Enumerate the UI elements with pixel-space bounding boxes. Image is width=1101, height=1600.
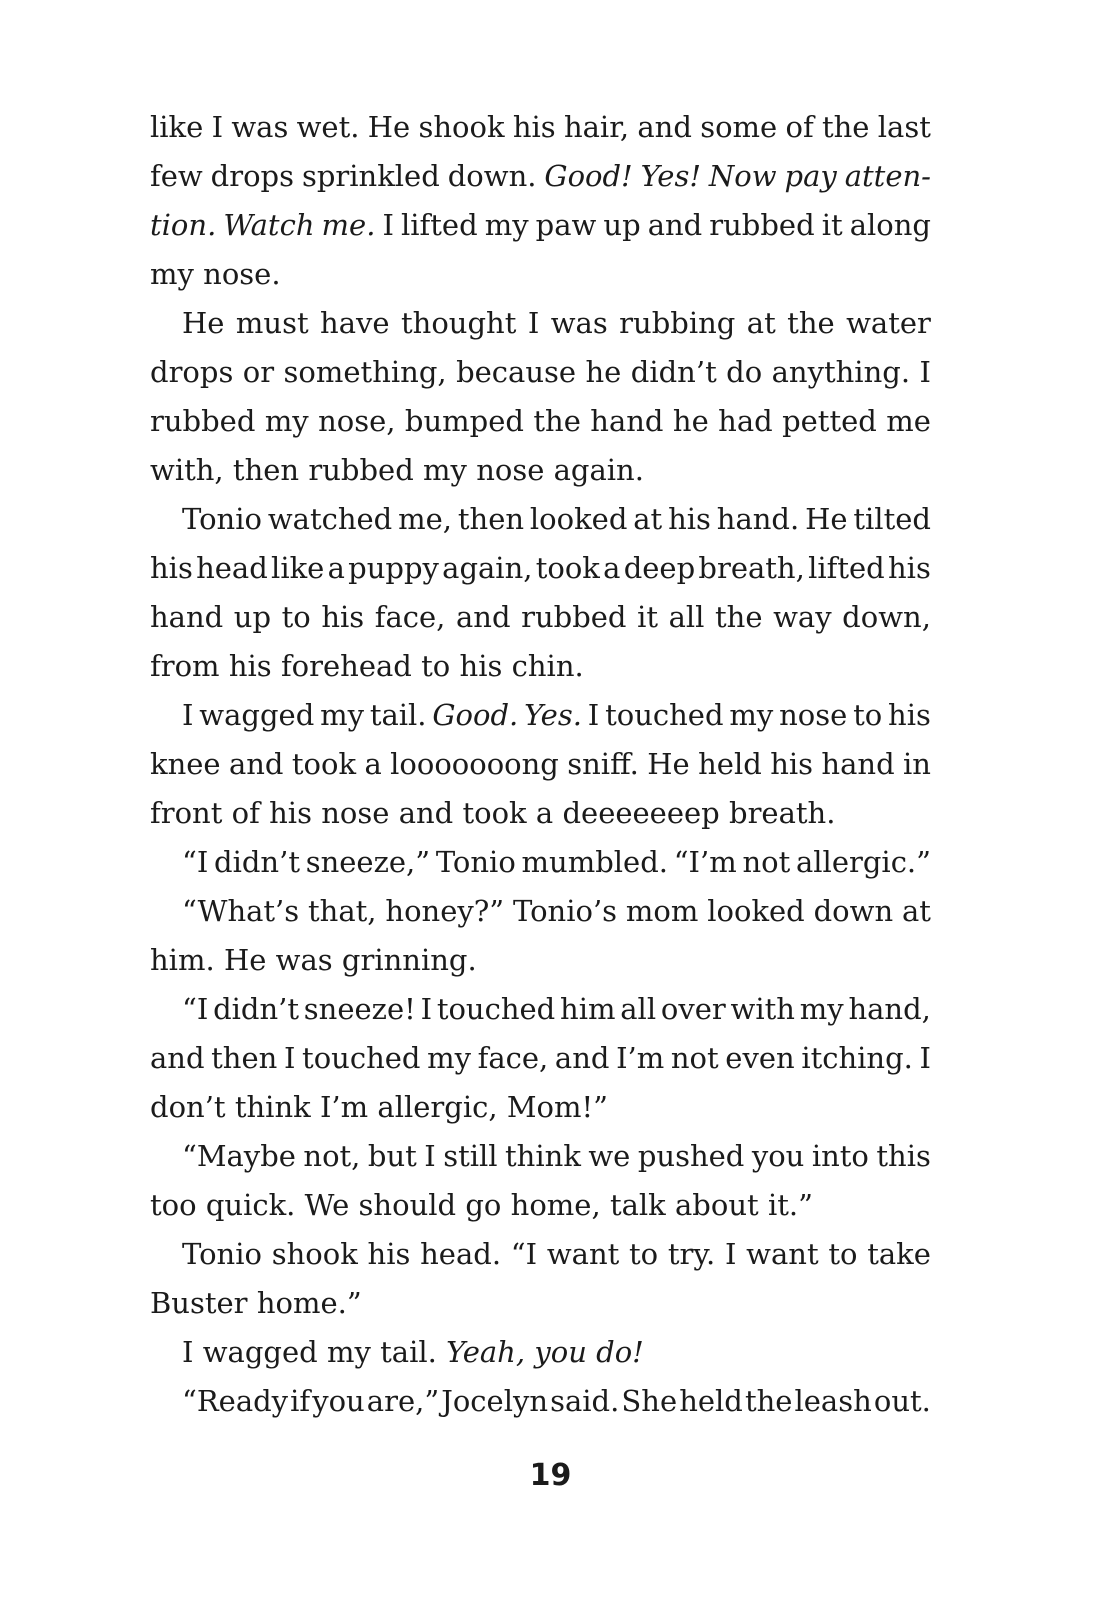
word: a [327,551,345,585]
word: wagged [202,1335,318,1369]
word: his [770,747,814,781]
word: hand [590,404,664,438]
word: his [269,796,312,830]
word: over [660,992,726,1026]
word: rubbed [150,404,256,438]
text-line [150,397,931,446]
word: and [554,1041,610,1075]
word: was [231,110,289,144]
word: forehead [280,649,412,683]
word: rubbed [709,208,815,242]
word: I [211,110,224,144]
word: along [849,208,931,242]
word: the [715,600,763,634]
word: sniff. [567,747,639,781]
word: He [647,747,690,781]
text-line [150,348,931,397]
word: I [182,1335,194,1369]
word: breath, [698,551,805,585]
word: deep [623,551,696,585]
word: all [620,992,657,1026]
word: Jocelyn [441,1384,549,1418]
word: his [228,649,272,683]
word: must [235,306,309,340]
word: down, [842,600,931,634]
word: hand. [716,502,800,536]
text-line [150,593,931,642]
word: Tonio [182,502,262,536]
word: he [585,355,622,389]
word: puppy [348,551,439,585]
word: from [150,649,220,683]
text-line [150,1279,931,1328]
word: Tonio [182,1237,262,1271]
word: something, [283,355,447,389]
word: of [785,110,814,144]
word: mumbled. [521,845,668,879]
word: it [821,208,843,242]
word: grinning. [341,943,477,977]
word: still [443,1139,498,1173]
word: in [903,747,931,781]
text-line [150,691,931,740]
word: took [535,551,600,585]
word: tail. [380,1335,437,1369]
word: again. [553,453,644,487]
word: He [223,943,267,977]
word: home, [510,1188,601,1222]
word: head. [420,1237,502,1271]
word: want [546,1237,620,1271]
word: his [150,551,193,585]
word: “I [510,1237,538,1271]
word: because [456,355,577,389]
word: sneeze,” [305,845,431,879]
word: lifted [401,208,478,242]
word: anything. [771,355,911,389]
word: wagged [199,698,315,732]
word: hand [821,747,895,781]
word: of [231,796,260,830]
word: and [455,600,511,634]
word: again, [442,551,533,585]
text-line [150,985,931,1034]
word: shook [271,1237,358,1271]
word: his [512,110,556,144]
word: not [742,845,791,879]
word: hair, [563,110,630,144]
word: it [637,600,659,634]
word: do! [596,1335,644,1369]
word: too [150,1188,197,1222]
word: head [196,551,268,585]
word: I [424,1139,436,1173]
word: you [751,1139,805,1173]
word: deeeeeeep [562,796,720,830]
word: didn’t [214,845,300,879]
word: I [382,208,394,242]
word: had [718,404,773,438]
word: Good! [544,159,633,193]
word: like [271,551,325,585]
word: want [746,1237,819,1271]
word: me, [398,502,452,536]
text-line [150,1377,931,1426]
word: honey?” [385,894,505,928]
word: do [726,355,763,389]
word: his [321,600,365,634]
word: you [534,1335,587,1369]
word: tion. [150,208,217,242]
word: and [228,747,284,781]
word: my [326,1335,371,1369]
word: petted [782,404,877,438]
word: my [264,404,309,438]
word: all [668,600,705,634]
word: go [465,1188,502,1222]
word: “I [182,845,209,879]
word: his [888,698,931,732]
text-line [150,201,931,250]
text-line [150,642,931,691]
word: Yeah, [446,1335,526,1369]
word: and [637,110,692,144]
word: water [846,306,931,340]
word: a [535,796,554,830]
word: this [876,1139,931,1173]
word: didn’t [630,355,717,389]
word: touched [436,992,556,1026]
word: at [633,502,663,536]
word: out. [873,1384,931,1418]
word: I [587,698,600,732]
word: think [234,1090,311,1124]
word: few [150,159,203,193]
word: looked [529,502,628,536]
word: even [725,1041,795,1075]
word: to [421,649,451,683]
word: looooooong [390,747,559,781]
word: nose [476,453,545,487]
word: sprinkled [301,159,440,193]
word: my [320,698,364,732]
word: knee [150,747,221,781]
word: should [358,1188,457,1222]
word: then [232,453,300,487]
word: was [550,306,608,340]
word: lifted [808,551,885,585]
text-line [150,1181,931,1230]
word: pay [784,159,837,193]
word: “Maybe [182,1139,296,1173]
word: bumped [404,404,524,438]
word: home.” [256,1286,362,1320]
word: looked [707,894,805,928]
word: “What’s [182,894,300,928]
word: are,” [366,1384,440,1418]
word: thought [401,306,517,340]
word: his [888,551,931,585]
word: chin. [511,649,584,683]
word: I [182,698,194,732]
word: Tonio [435,845,516,879]
word: his [668,502,711,536]
word: rubbing [619,306,736,340]
text-line [150,1083,931,1132]
word: “I [182,992,209,1026]
word: nose, [318,404,396,438]
word: that, [308,894,377,928]
word: He [805,502,848,536]
word: then [211,1041,278,1075]
word: pushed [637,1139,745,1173]
text-line [150,936,931,985]
word: not, [303,1139,361,1173]
word: like [150,110,204,144]
word: my [729,698,774,732]
word: sneeze! [303,992,416,1026]
word: leash [794,1384,872,1418]
word: Buster [150,1286,248,1320]
word: touched [302,1041,421,1075]
word: allergic.” [795,845,931,879]
word: I [919,355,931,389]
word: wet. [296,110,360,144]
word: rubbed [521,600,627,634]
word: you [312,1384,365,1418]
word: He [182,306,225,340]
word: the [533,404,581,438]
word: allergic, [377,1090,498,1124]
word: Tonio’s [512,894,618,928]
word: He [367,110,411,144]
word: shook [418,110,505,144]
word: said. [550,1384,620,1418]
text-line [150,250,931,299]
word: We [304,1188,350,1222]
word: try. [667,1237,716,1271]
word: a [603,551,621,585]
word: down [813,894,894,928]
word: I [283,1041,296,1075]
word: the [744,1384,793,1418]
word: and [647,208,703,242]
word: into [811,1139,869,1173]
word: me [886,404,931,438]
word: not [670,1041,719,1075]
word: atten- [844,159,931,193]
word: his [367,1237,411,1271]
word: down. [447,159,537,193]
word: Now [708,159,777,193]
word: my [799,992,844,1026]
word: I [919,1041,931,1075]
word: Yes. [524,698,582,732]
word: with, [150,453,224,487]
word: was [275,943,333,977]
word: watched [267,502,393,536]
word: then [457,502,525,536]
word: Mom!” [506,1090,608,1124]
word: breath. [729,796,836,830]
word: he [672,404,709,438]
text-line [150,1230,931,1279]
word: to [281,600,311,634]
word: I [724,1237,737,1271]
text-line [150,446,931,495]
word: nose [779,698,848,732]
word: nose. [203,257,281,291]
word: I’m [319,1090,369,1124]
word: face, [477,1041,549,1075]
word: to [853,698,883,732]
body-text [150,103,931,1426]
word: and [150,1041,205,1075]
word: took [291,747,357,781]
word: tail. [369,698,427,732]
word: at [902,894,931,928]
text-line [150,887,931,936]
word: think [505,1139,581,1173]
word: touched [605,698,724,732]
word: talk [609,1188,666,1222]
word: take [867,1237,931,1271]
word: at [746,306,776,340]
word: some [700,110,778,144]
text-line [150,1132,931,1181]
word: tilted [853,502,931,536]
word: my [150,257,194,291]
word: up [603,208,641,242]
word: don’t [150,1090,226,1124]
word: my [423,453,467,487]
word: hand, [848,992,931,1026]
word: front [150,796,223,830]
word: I’m [616,1041,665,1075]
word: the [787,306,835,340]
word: me. [321,208,376,242]
text-line [150,789,931,838]
word: with [730,992,795,1026]
text-line [150,544,931,593]
word: held [679,1384,743,1418]
word: up [233,600,272,634]
word: “Ready [182,1384,289,1418]
word: to [828,1237,858,1271]
word: last [877,110,931,144]
word: it.” [767,1188,813,1222]
text-line [150,495,931,544]
word: his [459,649,503,683]
text-line [150,103,931,152]
word: mom [625,894,699,928]
word: Good. [432,698,519,732]
word: drops [210,159,294,193]
word: him [560,992,616,1026]
text-line [150,838,931,887]
word: held [698,747,762,781]
word: nose [321,796,390,830]
word: we [588,1139,631,1173]
word: took [462,796,527,830]
text-line [150,740,931,789]
word: “I’m [673,845,737,879]
text-line [150,299,931,348]
word: my [484,208,529,242]
word: hand [150,600,224,634]
word: She [621,1384,678,1418]
word: a [364,747,382,781]
word: rubbed [308,453,414,487]
word: but [367,1139,417,1173]
word: face, [374,600,446,634]
word: if [290,1384,311,1418]
word: way [773,600,832,634]
word: didn’t [213,992,300,1026]
word: Watch [223,208,315,242]
word: I [527,306,540,340]
word: about [675,1188,759,1222]
word: I [420,992,433,1026]
word: and [398,796,454,830]
word: drops [150,355,234,389]
word: paw [535,208,597,242]
page-number: 19 [529,1458,572,1493]
word: quick. [205,1188,296,1222]
text-line [150,1034,931,1083]
word: to [629,1237,659,1271]
word: itching. [801,1041,913,1075]
text-line [150,1328,931,1377]
word: Yes! [640,159,701,193]
word: have [320,306,390,340]
word: my [427,1041,471,1075]
word: the [821,110,870,144]
word: him. [150,943,215,977]
text-line [150,152,931,201]
word: or [242,355,275,389]
